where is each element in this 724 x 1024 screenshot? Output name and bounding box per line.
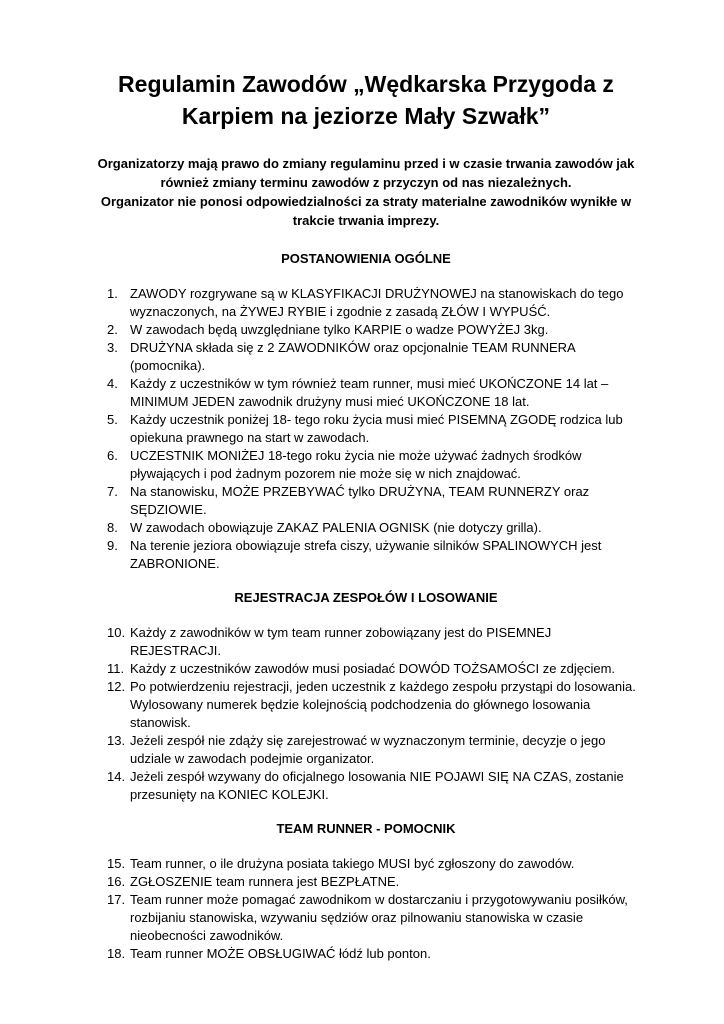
list-item xyxy=(96,891,636,945)
rule-text: Team runner, o ile drużyna posiata takiego MUSI być zgłoszony do zawodów. xyxy=(130,856,575,871)
list-item xyxy=(96,732,636,768)
rule-number: 10. xyxy=(107,625,126,640)
rule-number: 12. xyxy=(107,679,126,694)
rule-text: W zawodach obowiązuje ZAKAZ PALENIA OGNISK (nie dotyczy grilla). xyxy=(130,520,542,535)
list-item xyxy=(96,285,636,321)
rule-text: Każdy uczestnik poniżej 18- tego roku życia musi mieć PISEMNĄ ZGODĘ rodzica lub opiekuna prawnego na start w zawodach. xyxy=(130,412,623,445)
rule-text: Każdy z uczestników zawodów musi posiadać DOWÓD TOŻSAMOŚCI ze zdjęciem. xyxy=(130,661,616,676)
rule-text: DRUŻYNA składa się z 2 ZAWODNIKÓW oraz opcjonalnie TEAM RUNNERA (pomocnika). xyxy=(130,340,576,373)
list-item xyxy=(96,660,636,678)
list-item xyxy=(96,321,636,339)
section-heading-team-runner: TEAM RUNNER - POMOCNIK xyxy=(276,821,456,836)
rule-number: 5. xyxy=(107,412,118,427)
rule-text: Każdy z uczestników w tym również team runner, musi mieć UKOŃCZONE 14 lat – MINIMUM JEDEN zawodnik drużyny musi mieć UKOŃCZONE 18 lat. xyxy=(130,376,609,409)
list-item xyxy=(96,483,636,519)
rule-text: Na terenie jeziora obowiązuje strefa ciszy, używanie silników SPALINOWYCH jest ZABRONIONE. xyxy=(130,538,602,571)
list-item xyxy=(96,855,636,873)
rule-number: 4. xyxy=(107,376,118,391)
list-item xyxy=(96,624,636,660)
rule-text: Na stanowisku, MOŻE PRZEBYWAĆ tylko DRUŻYNA, TEAM RUNNERZY oraz SĘDZIOWIE. xyxy=(130,484,590,517)
rule-text: ZGŁOSZENIE team runnera jest BEZPŁATNE. xyxy=(130,874,400,889)
rule-number: 17. xyxy=(107,892,126,907)
rule-text: ZAWODY rozgrywane są w KLASYFIKACJI DRUŻYNOWEJ na stanowiskach do tego wyznaczonych, na ŻYWEJ RYBIE i zgodnie z zasadą ZŁÓW I WYPUŚĆ. xyxy=(130,286,624,319)
rule-number: 13. xyxy=(107,733,126,748)
intro-paragraph: Organizatorzy mają prawo do zmiany regulaminu przed i w czasie trwania zawodów jak również zmiany terminu zawodów z przyczyn od nas niezależnych. xyxy=(97,156,635,190)
rule-text: Team runner może pomagać zawodnikom w dostarczaniu i przygotowywaniu posiłków, rozbijaniu stanowiska, wzywaniu sędziów oraz pilnowaniu stanowiska w czasie nieobecności zawodników. xyxy=(130,892,628,943)
document-title: Regulamin Zawodów „Wędkarska Przygoda z Karpiem na jeziorze Mały Szwałk” xyxy=(118,71,614,129)
list-item xyxy=(96,537,636,573)
rules-list-general xyxy=(96,285,636,573)
section-heading-general: POSTANOWIENIA OGÓLNE xyxy=(281,251,451,266)
rule-text: Każdy z zawodników w tym team runner zobowiązany jest do PISEMNEJ REJESTRACJI. xyxy=(130,625,552,658)
rule-text: Jeżeli zespół nie zdąży się zarejestrować w wyznaczonym terminie, decyzje o jego udziale w zawodach podejmie organizator. xyxy=(130,733,606,766)
rule-number: 2. xyxy=(107,322,118,337)
rule-text: Team runner MOŻE OBSŁUGIWAĆ łódź lub ponton. xyxy=(130,946,431,961)
list-item xyxy=(96,678,636,732)
list-item xyxy=(96,945,636,963)
rule-number: 16. xyxy=(107,874,126,889)
rules-list-team-runner xyxy=(96,855,636,963)
list-item xyxy=(96,519,636,537)
list-item xyxy=(96,768,636,804)
rule-number: 11. xyxy=(107,661,125,676)
rule-number: 18. xyxy=(107,946,126,961)
intro-notice xyxy=(96,154,636,230)
list-item xyxy=(96,375,636,411)
rule-text: UCZESTNIK MONIŻEJ 18-tego roku życia nie może używać żadnych środków pływających i pod żadnym pozorem nie może się w nich znajdować. xyxy=(130,448,582,481)
rule-number: 7. xyxy=(107,484,118,499)
rule-text: Po potwierdzeniu rejestracji, jeden uczestnik z każdego zespołu przystąpi do losowania. Wylosowany numerek będzie kolejnością podchodzenia do głównego losowania stanowisk. xyxy=(130,679,636,730)
rule-number: 1. xyxy=(107,286,118,301)
rule-number: 6. xyxy=(107,448,118,463)
rules-list-registration xyxy=(96,624,636,804)
section-heading-registration: REJESTRACJA ZESPOŁÓW I LOSOWANIE xyxy=(234,590,498,605)
rule-number: 3. xyxy=(107,340,118,355)
rule-number: 8. xyxy=(107,520,118,535)
rule-text: Jeżeli zespół wzywany do oficjalnego losowania NIE POJAWI SIĘ NA CZAS, zostanie przesunięty na KONIEC KOLEJKI. xyxy=(130,769,624,802)
list-item xyxy=(96,447,636,483)
rule-number: 14. xyxy=(107,769,126,784)
list-item xyxy=(96,411,636,447)
rule-number: 15. xyxy=(107,856,126,871)
rule-text: W zawodach będą uwzględniane tylko KARPIE o wadze POWYŻEJ 3kg. xyxy=(130,322,549,337)
rule-number: 9. xyxy=(107,538,118,553)
list-item xyxy=(96,873,636,891)
intro-paragraph: Organizator nie ponosi odpowiedzialności za straty materialne zawodników wynikłe w trakcie trwania imprezy. xyxy=(100,194,632,228)
list-item xyxy=(96,339,636,375)
